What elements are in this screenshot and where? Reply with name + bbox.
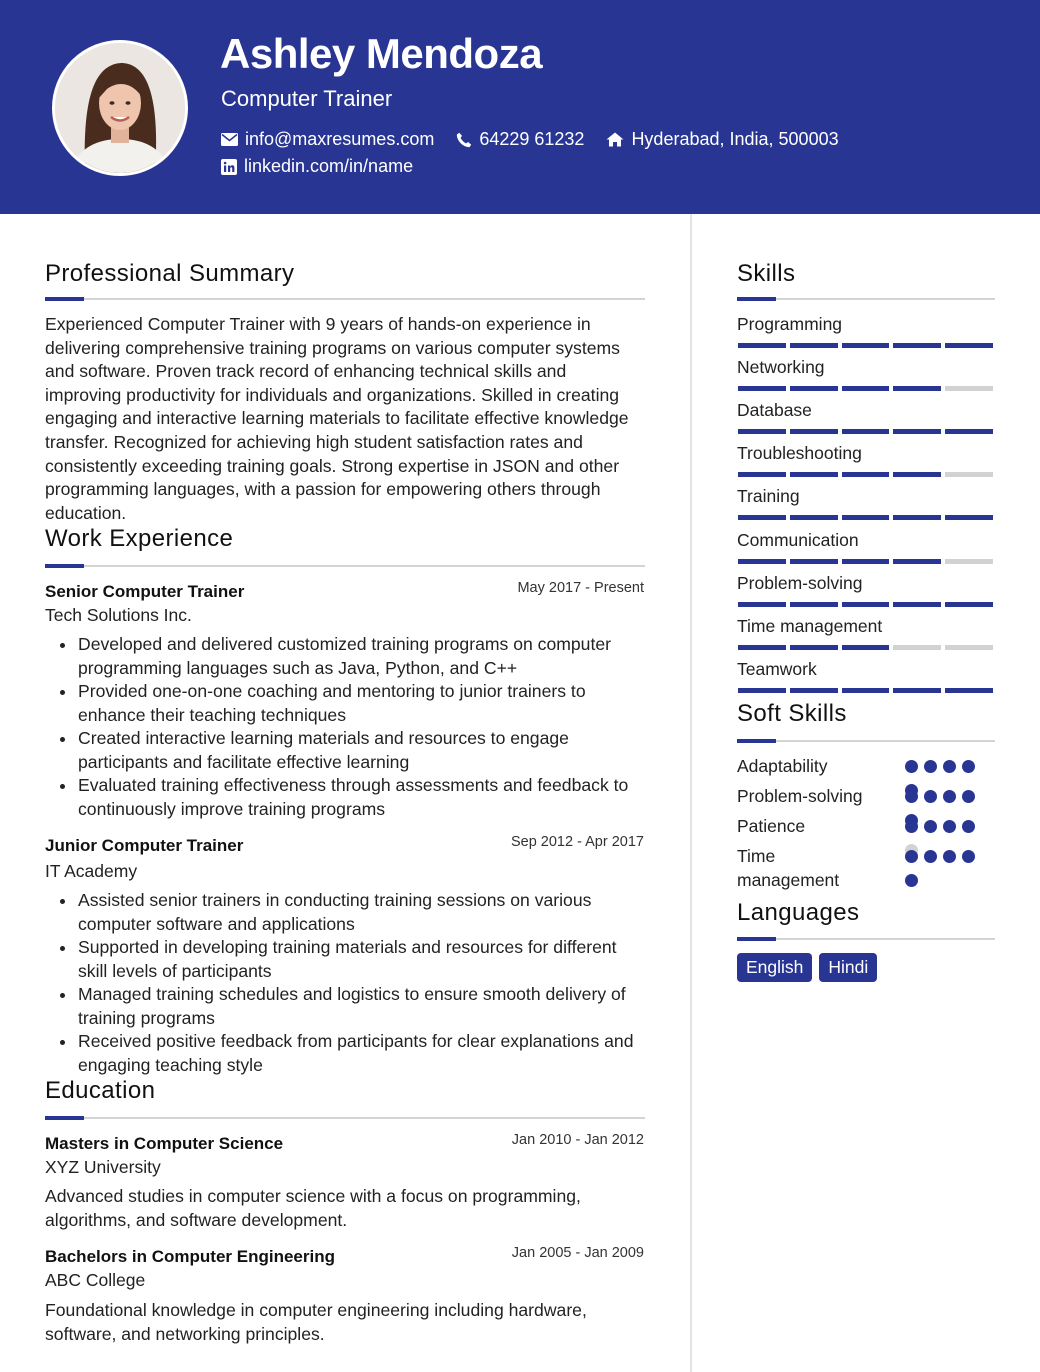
experience-rule — [45, 565, 645, 567]
rating-dot — [962, 790, 975, 803]
rating-dot — [905, 874, 918, 887]
skill-level-segment — [893, 602, 941, 607]
summary-text: Experienced Computer Trainer with 9 years of hands-on experience in delivering comprehensive training programs on various computer systems and software. Proven track record of enhancing technical skills and improving productivity for individuals and organizations. Skilled in creating engaging and interactive learning materials to facilitate effective knowledge transfer. Recognized for achieving high student satisfaction rates and consistently exceeding training goals. Strong expertise in JSON and other programming languages, with a passion for empowering others through education. — [45, 314, 629, 523]
degree-date: Jan 2010 - Jan 2012 — [511, 1132, 644, 1148]
skill-name: Database — [737, 400, 812, 421]
skill-level-segment — [738, 472, 786, 477]
skill-level-segment — [738, 688, 786, 693]
skill-level-bar — [738, 386, 993, 391]
rating-dot — [924, 820, 937, 833]
job-title: Senior Computer Trainer — [45, 582, 245, 601]
education-heading: Education — [45, 1077, 156, 1104]
skill-level-segment — [738, 515, 786, 520]
degree-title: Bachelors in Computer Engineering — [45, 1247, 335, 1266]
skill-level-segment — [790, 688, 838, 693]
job-company: IT Academy — [45, 861, 138, 881]
skill-level-segment — [945, 343, 993, 348]
list-item: Provided one-on-one coaching and mentoring to junior trainers to enhance their teaching techniques — [45, 680, 647, 727]
skill-level-segment — [945, 472, 993, 477]
list-item: Supported in developing training materials and resources for different skill levels of participants — [45, 936, 647, 983]
degree-title: Masters in Computer Science — [45, 1134, 284, 1153]
contact-row — [221, 129, 839, 150]
skill-level-segment — [945, 515, 993, 520]
rating-dot — [943, 820, 956, 833]
skill-level-segment — [738, 386, 786, 391]
skill-level-segment — [893, 472, 941, 477]
skill-level-segment — [842, 688, 890, 693]
skill-level-segment — [893, 645, 941, 650]
skill-level-segment — [842, 559, 890, 564]
list-item: Managed training schedules and logistics to ensure smooth delivery of training programs — [45, 983, 647, 1030]
skill-level-segment — [842, 472, 890, 477]
soft-skill-name: Adaptability — [737, 756, 828, 776]
skill-name: Networking — [737, 357, 825, 378]
rating-dot — [905, 760, 918, 773]
skill-level-segment — [790, 602, 838, 607]
contact-phone[interactable] — [456, 129, 584, 150]
skill-name: Time management — [737, 615, 883, 636]
skill-level-segment — [945, 429, 993, 434]
phone-text: 64229 61232 — [479, 129, 585, 149]
skills-rule — [737, 298, 995, 300]
rating-dot — [905, 790, 918, 803]
linkedin-icon — [221, 159, 237, 175]
languages-heading: Languages — [737, 899, 860, 926]
skill-level-segment — [790, 429, 838, 434]
skill-level-segment — [945, 559, 993, 564]
rating-dot — [962, 850, 975, 863]
skill-level-segment — [893, 386, 941, 391]
rating-dot — [924, 850, 937, 863]
skill-level-segment — [738, 602, 786, 607]
skill-level-bar — [738, 429, 993, 434]
skill-level-segment — [842, 515, 890, 520]
job-bullets — [45, 633, 647, 821]
skill-level-segment — [738, 343, 786, 348]
degree-date: Jan 2005 - Jan 2009 — [511, 1245, 644, 1261]
soft-skill-name: Problem-solving — [737, 786, 863, 806]
skill-level-segment — [945, 688, 993, 693]
skill-level-segment — [893, 343, 941, 348]
skill-level-segment — [842, 645, 890, 650]
skill-level-bar — [738, 688, 993, 693]
linkedin-text: linkedin.com/in/name — [244, 156, 414, 176]
skill-level-segment — [842, 429, 890, 434]
skill-name: Problem-solving — [737, 572, 863, 593]
skill-level-segment — [842, 343, 890, 348]
candidate-name: Ashley Mendoza — [220, 30, 543, 77]
rating-dot — [943, 790, 956, 803]
skill-level-segment — [790, 386, 838, 391]
language-badge: Hindi — [819, 953, 877, 982]
soft-skill-name: Patience — [737, 816, 806, 836]
skill-name: Programming — [737, 314, 843, 334]
rating-dot — [924, 760, 937, 773]
address-text: Hyderabad, India, 500003 — [631, 129, 839, 149]
home-icon — [606, 132, 624, 147]
skill-level-bar — [738, 343, 993, 348]
contact-address — [606, 129, 838, 150]
rating-dot — [962, 820, 975, 833]
skill-level-segment — [893, 515, 941, 520]
skill-level-segment — [790, 559, 838, 564]
rating-dot — [943, 850, 956, 863]
column-divider — [690, 214, 692, 1372]
school-name: ABC College — [45, 1270, 146, 1290]
language-badge: English — [737, 953, 812, 982]
job-date: Sep 2012 - Apr 2017 — [510, 834, 644, 850]
skill-level-segment — [790, 515, 838, 520]
skill-level-segment — [945, 602, 993, 607]
skill-level-bar — [738, 602, 993, 607]
languages-rule — [737, 938, 995, 940]
skill-level-segment — [790, 645, 838, 650]
skill-name: Troubleshooting — [737, 443, 862, 464]
skill-level-segment — [945, 386, 993, 391]
email-text: info@maxresumes.com — [245, 129, 435, 149]
list-item: Evaluated training effectiveness through assessments and feedback to continuously improve training programs — [45, 774, 647, 821]
skill-name: Teamwork — [737, 658, 817, 679]
rating-dot — [962, 760, 975, 773]
skill-level-bar — [738, 472, 993, 477]
skill-name: Communication — [737, 529, 859, 550]
skill-level-segment — [738, 429, 786, 434]
job-bullets — [45, 889, 647, 1077]
phone-icon — [456, 132, 472, 148]
skill-level-segment — [842, 386, 890, 391]
rating-dot — [905, 850, 918, 863]
list-item: Created interactive learning materials and resources to engage participants and facilitate effective learning — [45, 727, 647, 774]
skill-level-bar — [738, 515, 993, 520]
skill-level-bar — [738, 559, 993, 564]
contact-linkedin[interactable] — [221, 156, 413, 177]
profile-photo — [52, 40, 188, 176]
skill-level-segment — [893, 429, 941, 434]
skill-level-segment — [945, 645, 993, 650]
envelope-icon — [221, 133, 238, 146]
skill-level-segment — [842, 602, 890, 607]
skills-heading: Skills — [737, 260, 796, 287]
skill-level-segment — [790, 343, 838, 348]
summary-rule — [45, 298, 645, 300]
avatar-portrait — [55, 43, 185, 173]
candidate-title: Computer Trainer — [221, 86, 393, 111]
skill-level-segment — [893, 688, 941, 693]
job-title: Junior Computer Trainer — [45, 836, 244, 855]
rating-dot — [924, 790, 937, 803]
skill-level-segment — [738, 559, 786, 564]
rating-dot — [905, 820, 918, 833]
degree-description: Foundational knowledge in computer engineering including hardware, software, and networking principles. — [45, 1300, 587, 1344]
soft-skills-heading: Soft Skills — [737, 700, 847, 727]
soft-skills-rule — [737, 740, 995, 742]
contact-email[interactable] — [221, 129, 434, 150]
skill-level-segment — [738, 645, 786, 650]
header-banner — [0, 0, 1040, 214]
list-item: Received positive feedback from participants for clear explanations and engaging teaching style — [45, 1030, 647, 1077]
job-date: May 2017 - Present — [517, 580, 644, 596]
education-rule — [45, 1117, 645, 1119]
skill-level-segment — [790, 472, 838, 477]
degree-description: Advanced studies in computer science with a focus on programming, algorithms, and software development. — [45, 1186, 581, 1230]
contact-row-2 — [221, 156, 413, 177]
list-item: Developed and delivered customized training programs on computer programming languages such as Java, Python, and C++ — [45, 633, 647, 680]
skill-level-segment — [893, 559, 941, 564]
soft-skill-name: Time management — [737, 846, 840, 890]
school-name: XYZ University — [45, 1157, 161, 1177]
experience-heading: Work Experience — [45, 525, 234, 552]
list-item: Assisted senior trainers in conducting training sessions on various computer software and applications — [45, 889, 647, 936]
summary-heading: Professional Summary — [45, 260, 295, 287]
job-company: Tech Solutions Inc. — [45, 605, 192, 625]
languages-list — [737, 953, 877, 982]
skill-level-bar — [738, 645, 993, 650]
skill-name: Training — [737, 486, 800, 507]
rating-dot — [943, 760, 956, 773]
